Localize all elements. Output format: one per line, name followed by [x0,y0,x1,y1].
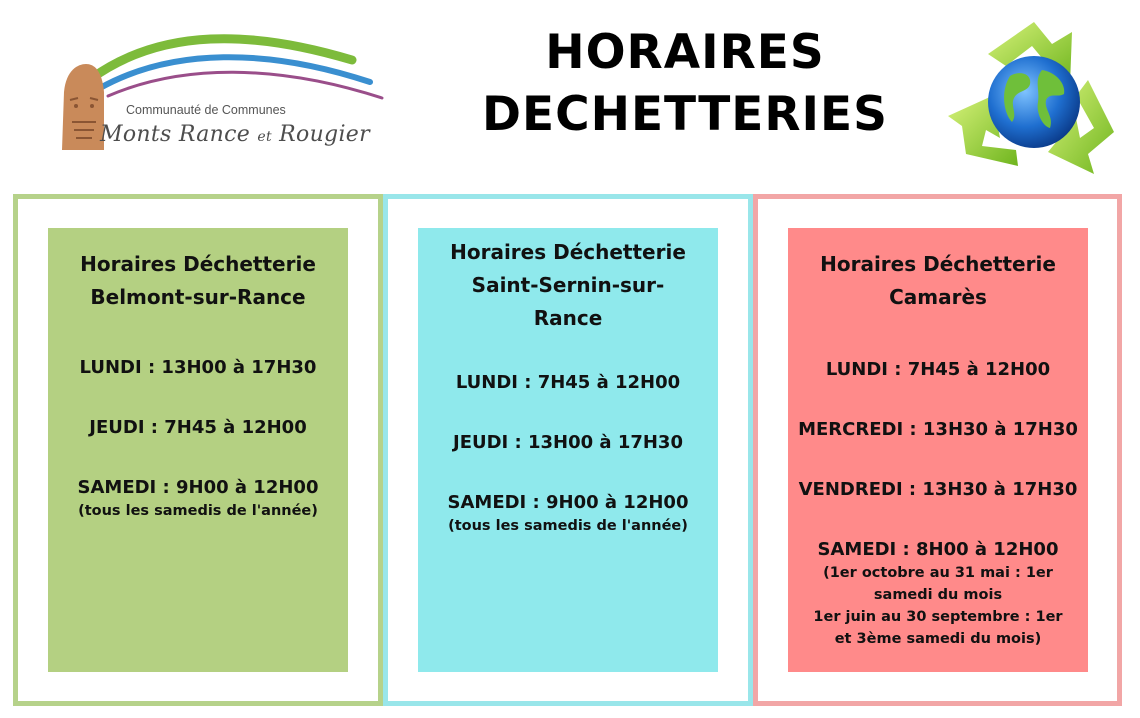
schedule-line: SAMEDI : 9H00 à 12H00 [447,492,689,513]
schedule-note: (tous les samedis de l'année) [448,518,688,534]
schedule-line: SAMEDI : 8H00 à 12H00 [817,539,1059,560]
panel-saint-sernin [418,228,718,672]
schedule-line: MERCREDI : 13H30 à 17H30 [798,419,1078,440]
panel-belmont [48,228,348,672]
community-logo [52,30,397,158]
logo-subtitle: Communauté de Communes [126,103,286,117]
page-title: HORAIRES DECHETTERIES [482,25,888,142]
schedule-line: SAMEDI : 9H00 à 12H00 [77,477,319,498]
panel-title: Horaires Déchetterie Saint-Sernin-sur- Rance [450,240,686,330]
logo-name: Monts Rance et Rougier [100,122,370,147]
schedule-line: JEUDI : 13H00 à 17H30 [453,432,683,453]
schedule-line: LUNDI : 7H45 à 12H00 [825,359,1051,380]
schedule-note: 1er juin au 30 septembre : 1er [813,609,1063,625]
schedule-note: samedi du mois [873,587,1003,603]
schedule-line: VENDREDI : 13H30 à 17H30 [798,479,1078,500]
schedule-note: (1er octobre au 31 mai : 1er [823,565,1053,581]
schedule-note: (tous les samedis de l'année) [78,503,318,519]
recycle-globe-icon [948,14,1120,182]
panel-title: Horaires Déchetterie Camarès [820,252,1056,309]
panel-title: Horaires Déchetterie Belmont-sur-Rance [80,252,316,309]
panel-camares [788,228,1088,672]
schedule-line: JEUDI : 7H45 à 12H00 [89,417,307,438]
schedule-line: LUNDI : 7H45 à 12H00 [455,372,681,393]
schedule-note: et 3ème samedi du mois) [834,631,1042,647]
schedule-line: LUNDI : 13H00 à 17H30 [79,357,317,378]
